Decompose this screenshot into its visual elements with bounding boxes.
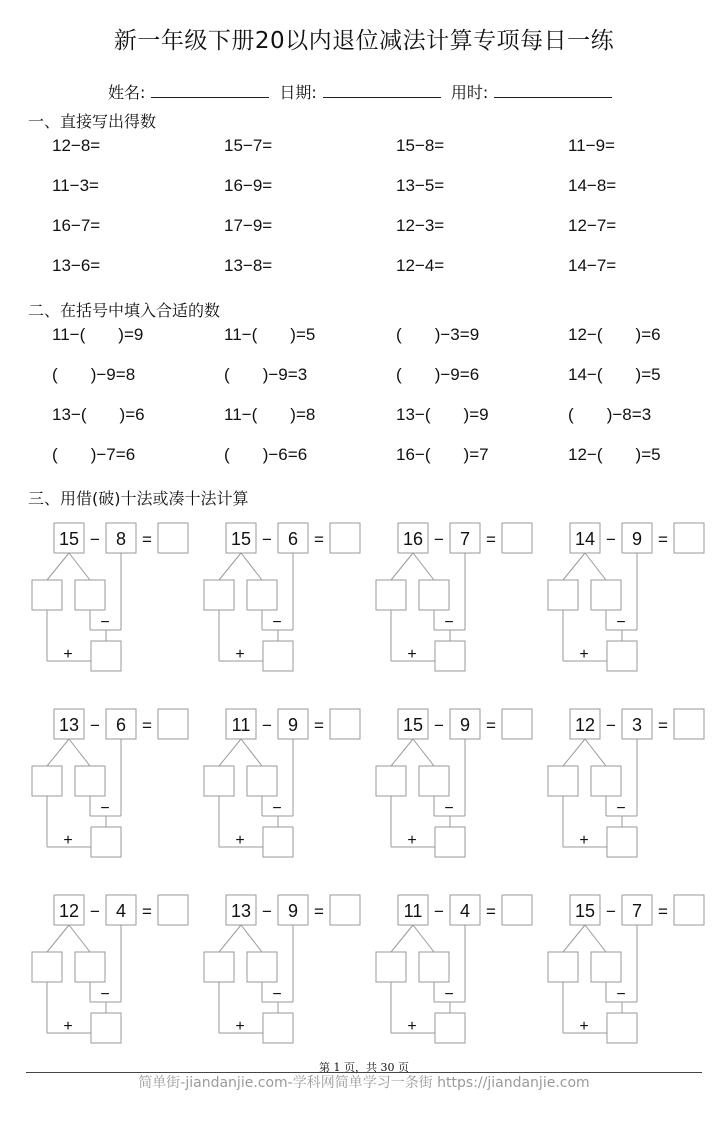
split-line-right: [241, 925, 262, 952]
step-plus-sign: +: [407, 1018, 417, 1035]
split-box-left[interactable]: [548, 580, 578, 610]
arithmetic-item: 14−8=: [568, 176, 617, 195]
subtrahend-number: 9: [631, 529, 643, 549]
fill-bracket-item: 13−( )=6: [52, 405, 145, 424]
step-plus-sign: +: [579, 1018, 589, 1035]
step-minus-sign: −: [272, 986, 282, 1003]
equals-sign: =: [142, 716, 152, 735]
step-plus-sign: +: [235, 1018, 245, 1035]
split-box-right[interactable]: [419, 952, 449, 982]
arithmetic-item: 16−9=: [224, 176, 273, 195]
section3-heading: 三、用借(破)十法或凑十法计算: [28, 489, 249, 508]
answer-box[interactable]: [330, 895, 360, 925]
step-minus-sign: −: [616, 800, 626, 817]
arithmetic-item: 14−7=: [568, 256, 617, 275]
split-box-left[interactable]: [204, 952, 234, 982]
split-box-left[interactable]: [32, 580, 62, 610]
split-box-left[interactable]: [376, 952, 406, 982]
minuend-number: 14: [574, 529, 596, 549]
arithmetic-item: 16−7=: [52, 216, 101, 235]
arithmetic-item: 15−7=: [224, 136, 273, 155]
subtrahend-number: 4: [115, 901, 127, 921]
arithmetic-item: 12−7=: [568, 216, 617, 235]
equals-sign: =: [314, 530, 324, 549]
arithmetic-item: 12−3=: [396, 216, 445, 235]
split-box-left[interactable]: [548, 952, 578, 982]
subtrahend-number: 7: [631, 901, 643, 921]
split-line-right: [69, 553, 90, 580]
split-line-left: [47, 925, 69, 952]
step-minus-sign: −: [100, 800, 110, 817]
step-plus-sign: +: [579, 832, 589, 849]
step-plus-sign: +: [407, 646, 417, 663]
result-box[interactable]: [607, 827, 637, 857]
fill-bracket-item: 12−( )=5: [568, 445, 661, 464]
step-minus-sign: −: [100, 614, 110, 631]
step-minus-sign: −: [444, 986, 454, 1003]
split-box-left[interactable]: [204, 766, 234, 796]
subtrahend-number: 4: [459, 901, 471, 921]
result-box[interactable]: [435, 827, 465, 857]
split-line-left: [219, 925, 241, 952]
split-line-right: [413, 925, 434, 952]
split-box-left[interactable]: [32, 766, 62, 796]
result-box[interactable]: [607, 641, 637, 671]
arithmetic-item: 13−6=: [52, 256, 101, 275]
split-line-right: [585, 553, 606, 580]
minuend-number: 11: [403, 901, 423, 921]
minuend-number: 15: [574, 901, 596, 921]
equals-sign: =: [314, 902, 324, 921]
subtrahend-number: 9: [287, 715, 299, 735]
result-box[interactable]: [435, 1013, 465, 1043]
equals-sign: =: [658, 902, 668, 921]
arithmetic-item: 15−8=: [396, 136, 445, 155]
split-box-right[interactable]: [247, 580, 277, 610]
subtrahend-number: 3: [631, 715, 643, 735]
fill-bracket-item: 11−( )=8: [224, 405, 316, 424]
split-line-right: [241, 739, 262, 766]
minus-sign: −: [262, 902, 272, 921]
minus-sign: −: [90, 902, 100, 921]
answer-box[interactable]: [158, 709, 188, 739]
equals-sign: =: [658, 716, 668, 735]
split-box-left[interactable]: [376, 580, 406, 610]
result-box[interactable]: [91, 641, 121, 671]
arithmetic-item: 12−8=: [52, 136, 101, 155]
step-minus-sign: −: [616, 986, 626, 1003]
arithmetic-item: 13−8=: [224, 256, 273, 275]
step-plus-sign: +: [407, 832, 417, 849]
answer-box[interactable]: [502, 895, 532, 925]
split-line-left: [391, 739, 413, 766]
split-line-left: [47, 739, 69, 766]
split-box-right[interactable]: [247, 766, 277, 796]
date-label: 日期:: [279, 83, 317, 102]
split-line-left: [563, 925, 585, 952]
minus-sign: −: [606, 902, 616, 921]
minus-sign: −: [434, 530, 444, 549]
minus-sign: −: [434, 902, 444, 921]
answer-box[interactable]: [674, 523, 704, 553]
step-plus-sign: +: [63, 832, 73, 849]
subtrahend-number: 9: [287, 901, 299, 921]
equals-sign: =: [486, 902, 496, 921]
time-label: 用时:: [450, 83, 489, 102]
fill-bracket-item: 13−( )=9: [396, 405, 489, 424]
section1-heading: 一、直接写出得数: [28, 112, 157, 131]
equals-sign: =: [486, 530, 496, 549]
fill-bracket-item: 12−( )=6: [568, 325, 661, 344]
subtrahend-number: 8: [115, 529, 127, 549]
step-plus-sign: +: [63, 646, 73, 663]
subtrahend-number: 9: [459, 715, 471, 735]
arithmetic-item: 12−4=: [396, 256, 445, 275]
split-box-right[interactable]: [419, 580, 449, 610]
watermark: 简单街-jiandanjie.com-学科网简单学习一条街 https://jiandanjie.com: [138, 1075, 590, 1091]
minuend-number: 16: [402, 529, 424, 549]
split-line-left: [47, 553, 69, 580]
minus-sign: −: [262, 716, 272, 735]
split-line-left: [563, 553, 585, 580]
split-box-right[interactable]: [419, 766, 449, 796]
answer-box[interactable]: [158, 895, 188, 925]
fill-bracket-item: ( )−6=6: [224, 445, 308, 464]
fill-bracket-item: 16−( )=7: [396, 445, 489, 464]
minuend-number: 15: [58, 529, 80, 549]
fill-bracket-item: ( )−8=3: [568, 405, 652, 424]
result-box[interactable]: [263, 827, 293, 857]
step-minus-sign: −: [444, 614, 454, 631]
minuend-number: 13: [230, 901, 252, 921]
fill-bracket-item: ( )−7=6: [52, 445, 136, 464]
split-line-right: [69, 925, 90, 952]
arithmetic-item: 11−3=: [52, 176, 99, 195]
split-box-left[interactable]: [204, 580, 234, 610]
split-box-right[interactable]: [75, 766, 105, 796]
split-box-right[interactable]: [75, 580, 105, 610]
minus-sign: −: [262, 530, 272, 549]
split-box-left[interactable]: [548, 766, 578, 796]
minuend-number: 12: [574, 715, 596, 735]
equals-sign: =: [142, 902, 152, 921]
split-line-left: [563, 739, 585, 766]
minus-sign: −: [606, 530, 616, 549]
minuend-number: 15: [402, 715, 424, 735]
arithmetic-item: 13−5=: [396, 176, 445, 195]
split-line-right: [413, 553, 434, 580]
answer-box[interactable]: [330, 523, 360, 553]
subtrahend-number: 6: [115, 715, 127, 735]
subtrahend-number: 6: [287, 529, 299, 549]
answer-box[interactable]: [674, 709, 704, 739]
equals-sign: =: [142, 530, 152, 549]
step-plus-sign: +: [235, 832, 245, 849]
split-line-left: [219, 553, 241, 580]
split-box-right[interactable]: [591, 952, 621, 982]
subtrahend-number: 7: [459, 529, 471, 549]
answer-box[interactable]: [502, 709, 532, 739]
minus-sign: −: [606, 716, 616, 735]
step-minus-sign: −: [444, 800, 454, 817]
split-line-left: [391, 553, 413, 580]
equals-sign: =: [314, 716, 324, 735]
minus-sign: −: [90, 716, 100, 735]
equals-sign: =: [486, 716, 496, 735]
arithmetic-item: 17−9=: [224, 216, 273, 235]
page-title: 新一年级下册20以内退位减法计算专项每日一练: [113, 28, 615, 54]
answer-box[interactable]: [502, 523, 532, 553]
split-box-left[interactable]: [32, 952, 62, 982]
result-box[interactable]: [607, 1013, 637, 1043]
split-line-left: [391, 925, 413, 952]
step-minus-sign: −: [272, 614, 282, 631]
name-label: 姓名:: [108, 83, 146, 102]
answer-box[interactable]: [330, 709, 360, 739]
fill-bracket-item: ( )−3=9: [396, 325, 480, 344]
fill-bracket-item: 11−( )=5: [224, 325, 316, 344]
result-box[interactable]: [91, 827, 121, 857]
result-box[interactable]: [263, 641, 293, 671]
result-box[interactable]: [91, 1013, 121, 1043]
answer-box[interactable]: [158, 523, 188, 553]
split-line-right: [241, 553, 262, 580]
fill-bracket-item: 11−( )=9: [52, 325, 144, 344]
split-box-right[interactable]: [591, 580, 621, 610]
minuend-number: 15: [230, 529, 252, 549]
split-line-right: [585, 925, 606, 952]
equals-sign: =: [658, 530, 668, 549]
split-box-right[interactable]: [75, 952, 105, 982]
split-line-right: [69, 739, 90, 766]
fill-bracket-item: ( )−9=8: [52, 365, 136, 384]
page-number: 第 1 页，共 30 页: [319, 1061, 409, 1074]
minuend-number: 11: [231, 715, 251, 735]
minus-sign: −: [434, 716, 444, 735]
step-minus-sign: −: [272, 800, 282, 817]
fill-bracket-item: ( )−9=3: [224, 365, 308, 384]
fill-bracket-item: 14−( )=5: [568, 365, 661, 384]
step-minus-sign: −: [100, 986, 110, 1003]
step-plus-sign: +: [63, 1018, 73, 1035]
split-box-right[interactable]: [247, 952, 277, 982]
split-line-right: [413, 739, 434, 766]
minus-sign: −: [90, 530, 100, 549]
fill-bracket-item: ( )−9=6: [396, 365, 480, 384]
section2-heading: 二、在括号中填入合适的数: [28, 301, 221, 320]
minuend-number: 12: [58, 901, 80, 921]
split-box-left[interactable]: [376, 766, 406, 796]
step-minus-sign: −: [616, 614, 626, 631]
minuend-number: 13: [58, 715, 80, 735]
split-line-right: [585, 739, 606, 766]
step-plus-sign: +: [235, 646, 245, 663]
result-box[interactable]: [435, 641, 465, 671]
split-line-left: [219, 739, 241, 766]
split-box-right[interactable]: [591, 766, 621, 796]
result-box[interactable]: [263, 1013, 293, 1043]
step-plus-sign: +: [579, 646, 589, 663]
arithmetic-item: 11−9=: [568, 136, 615, 155]
answer-box[interactable]: [674, 895, 704, 925]
